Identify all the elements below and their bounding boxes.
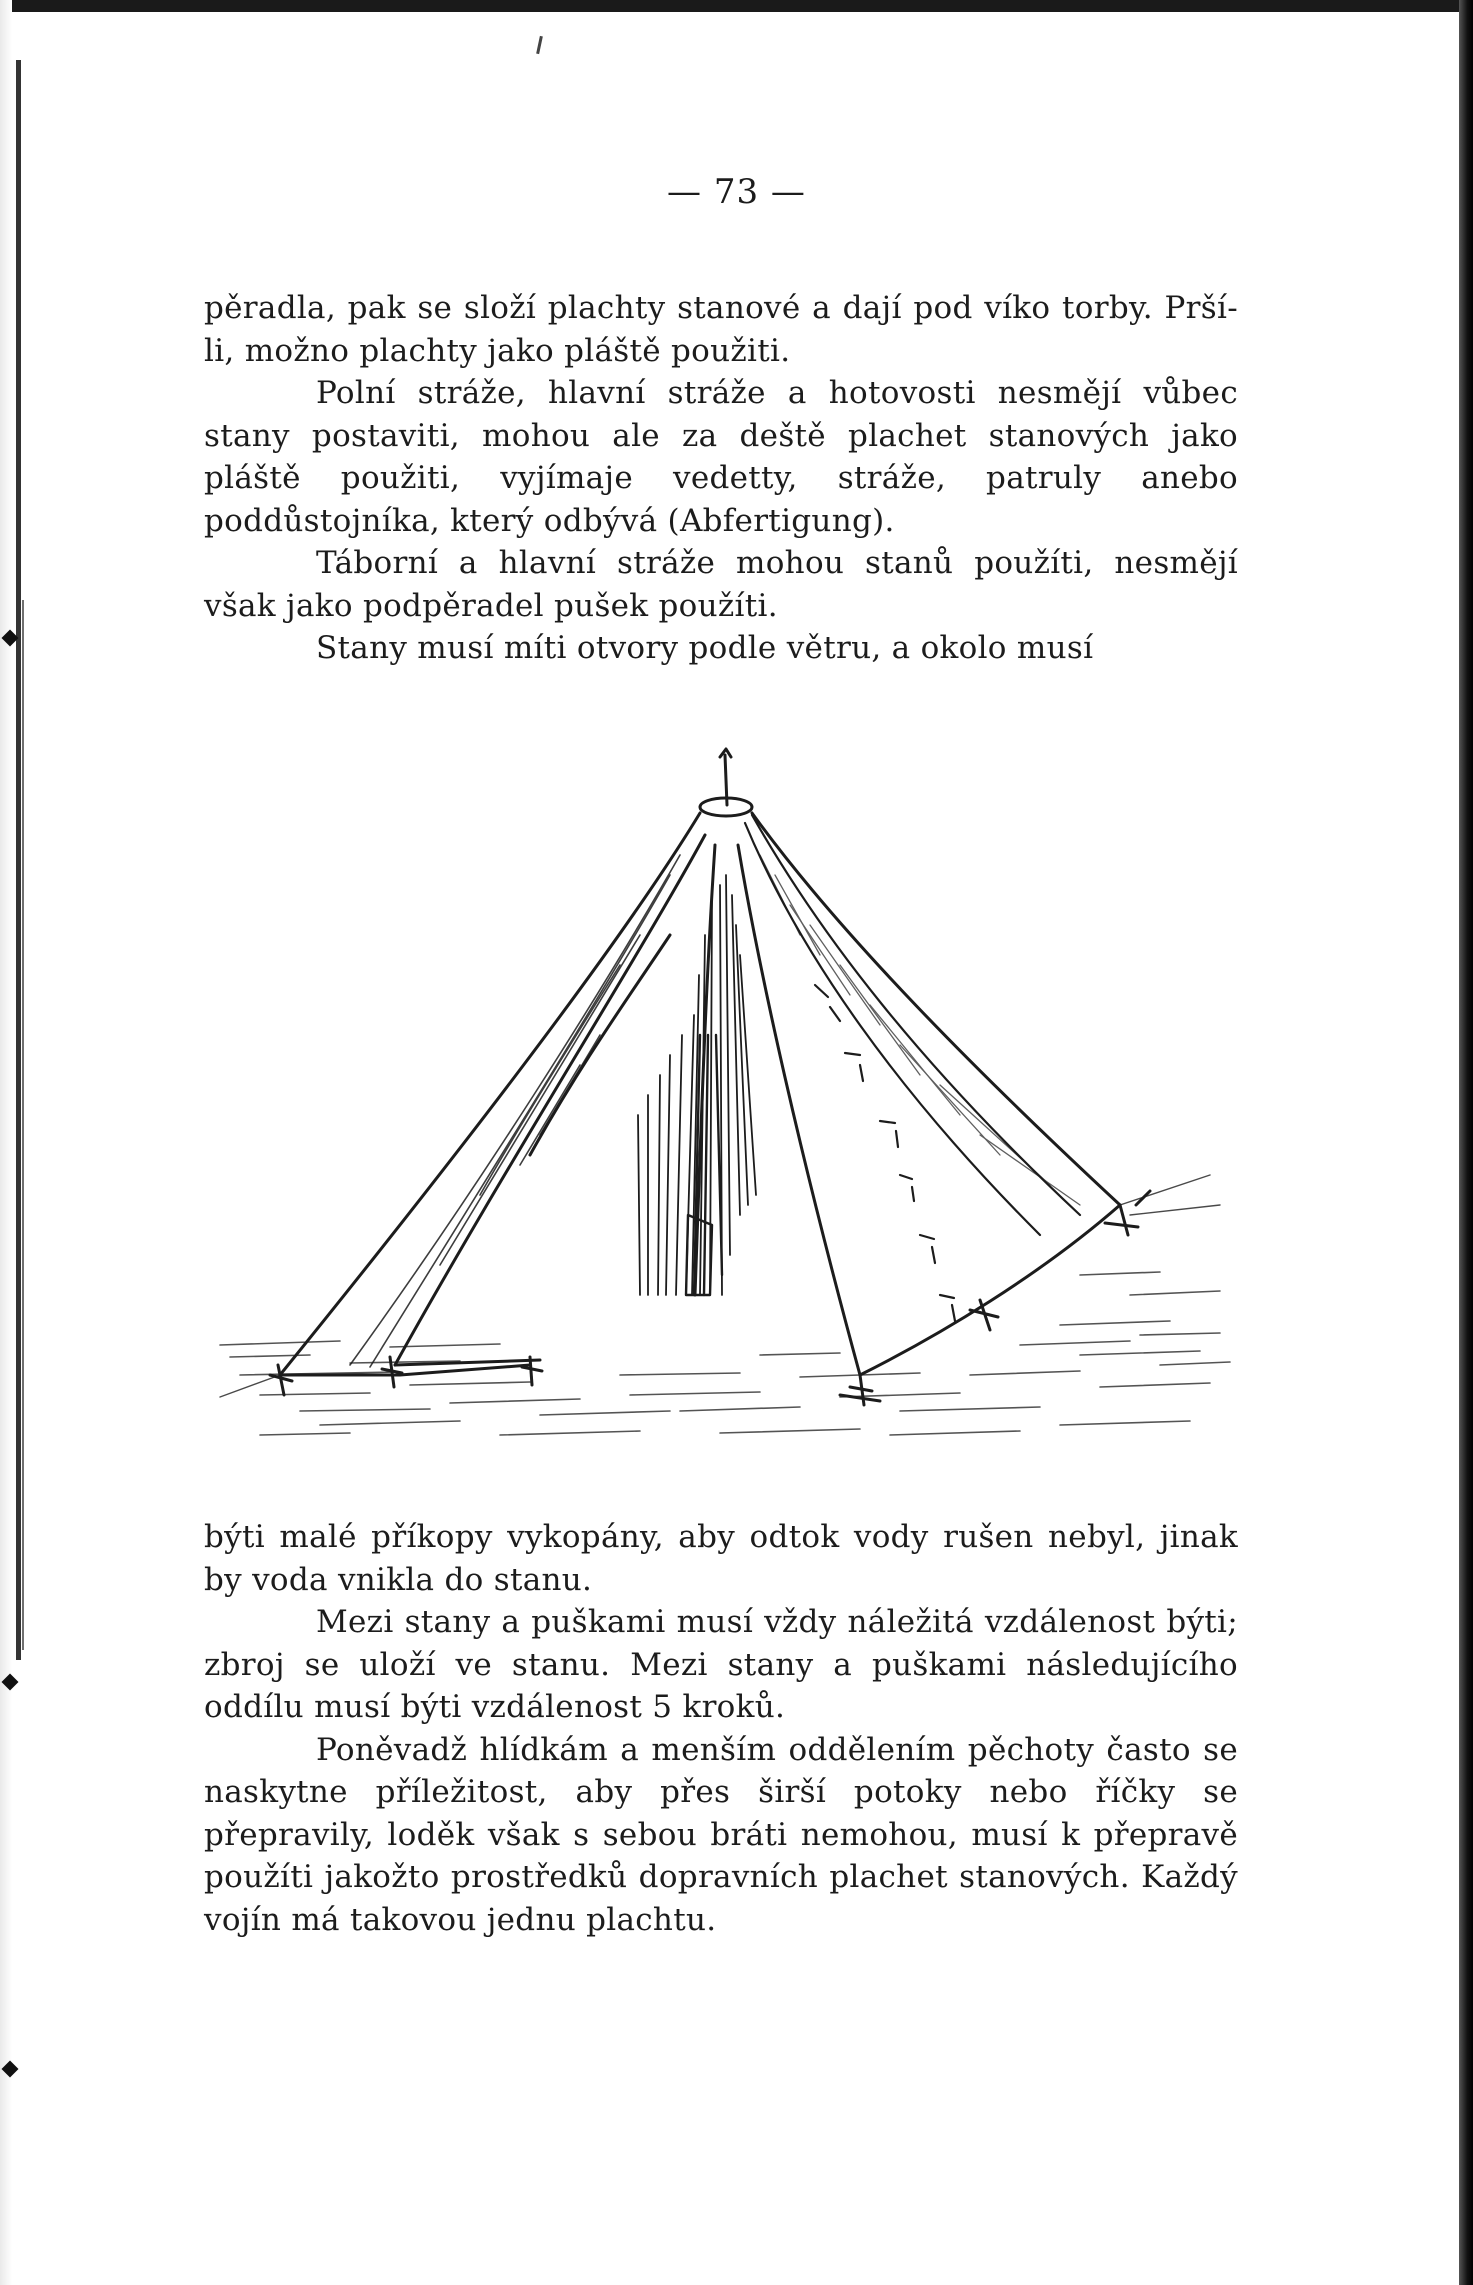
paragraph: Poněvadž hlídkám a menším oddělením pěchoty často se naskytne příležitost, aby přes širší potoky nebo říčky se přepravily, loděk však s sebou bráti nemohou, musí k přepravě použíti jakožto prostředků dopravních plachet stanových. Každý vojín má takovou jednu plachtu. (204, 1731, 1238, 1938)
paragraph: Polní stráže, hlavní stráže a hotovosti nesmějí vůbec stany postaviti, mohou ale za deště plachet stanových jako pláště použiti, vyjímaje vedetty, stráže, patruly anebo poddůstojníka, který odbývá (Abfertigung). (204, 375, 1238, 539)
scan-edge-top (0, 0, 1473, 12)
binding-rule-thin (22, 600, 24, 1650)
ground-hatching (220, 1272, 1230, 1435)
paragraph: Táborní a hlavní stráže mohou stanů použíti, nesmějí však jako podpěradel pušek použíti. (204, 545, 1238, 624)
tent-right-panel-seams (745, 815, 1080, 1321)
tent-drawing (200, 735, 1240, 1455)
paragraph: pěradla, pak se složí plachty stanové a dají pod víko torby. Prší-li, možno plachty jako pláště použiti. (204, 290, 1238, 369)
text-block-bottom (204, 1516, 1238, 1941)
binding-rule (16, 60, 21, 1660)
tent-right-panel-shading (760, 855, 1080, 1205)
text-block-top (204, 287, 1238, 670)
scan-edge-left (0, 0, 12, 2285)
scan-edge-right (1459, 0, 1473, 2285)
paragraph: Mezi stany a puškami musí vždy náležitá vzdálenost býti; zbroj se uloží ve stanu. Mezi stany a puškami následujícího oddílu musí býti vzdálenost 5 kroků. (204, 1604, 1238, 1725)
tent-illustration (200, 735, 1240, 1455)
paragraph: býti malé příkopy vykopány, aby odtok vody rušen nebyl, jinak by voda vnikla do stanu. (204, 1519, 1238, 1598)
page-number: — 73 — (667, 172, 806, 212)
scan-speck (536, 36, 543, 54)
tent-left-panel-lines (350, 855, 680, 1367)
paragraph: Stany musí míti otvory podle větru, a okolo musí (316, 630, 1094, 666)
